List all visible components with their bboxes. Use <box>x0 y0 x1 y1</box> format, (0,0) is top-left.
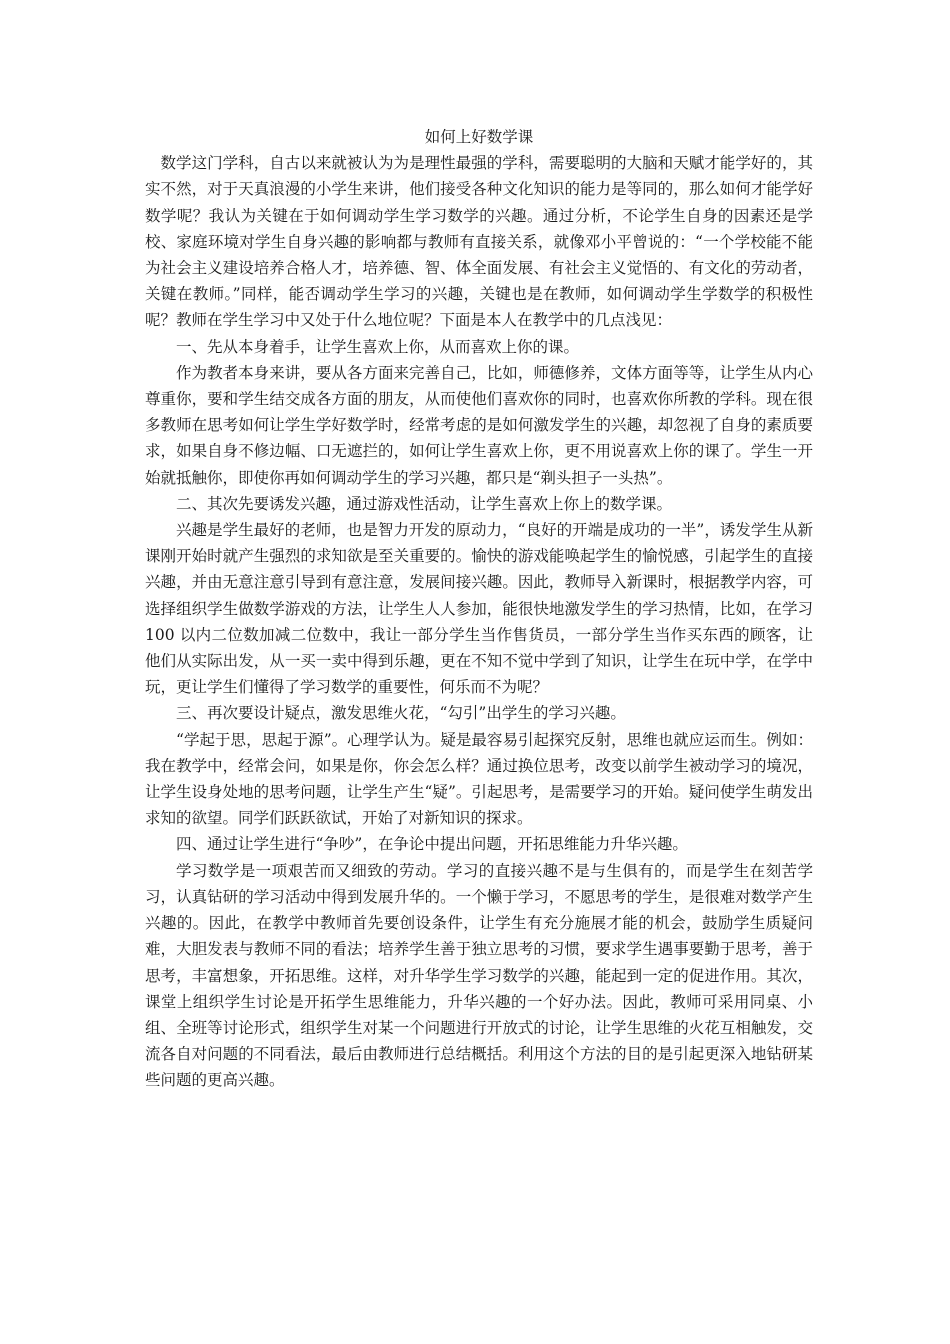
section-heading-2: 二、其次先要诱发兴趣，通过游戏性活动，让学生喜欢上你上的数学课。 <box>176 494 673 513</box>
section-heading-3: 三、再次要设计疑点，激发思维火花，“勾引”出学生的学习兴趣。 <box>176 704 626 723</box>
document-page <box>145 124 813 1094</box>
section-heading-4: 四、通过让学生进行“争吵”，在争论中提出问题，开拓思维能力升华兴趣。 <box>176 835 688 854</box>
section-body-2: 兴趣是学生最好的老师，也是智力开发的原动力，“良好的开端是成功的一半”，诱发学生从新课刚开始时就产生强烈的求知欲是至关重要的。愉快的游戏能唤起学生的愉悦感，引起学生的直接兴趣，并由无意注意引导到有意注意，发展间接兴趣。因此，教师导入新课时，根据教学内容，可选择组织学生做数学游戏的方法，让学生人人参加，能很快地激发学生的学习热情，比如，在学习 100 以内二位数加减二位数中，我让一部分学生当作售货员，一部分学生当作买东西的顾客，让他们从实际出发，从一买一卖中得到乐趣，更在不知不觉中学到了知识，让学生在玩中学，在学中玩，更让学生们懂得了学习数学的重要性，何乐而不为呢？ <box>145 521 813 697</box>
intro-paragraph: 数学这门学科，自古以来就被认为为是理性最强的学科，需要聪明的大脑和天赋才能学好的，其实不然，对于天真浪漫的小学生来讲，他们接受各种文化知识的能力是等同的，那么如何才能学好数学呢？我认为关键在于如何调动学生学习数学的兴趣。通过分析，不论学生自身的因素还是学校、家庭环境对学生自身兴趣的影响都与教师有直接关系，就像邓小平曾说的：“一个学校能不能为社会主义建设培养合格人才，培养德、智、体全面发展、有社会主义觉悟的、有文化的劳动者，关键在教师。”同样，能否调动学生学习的兴趣，关键也是在教师，如何调动学生学数学的积极性呢？教师在学生学习中又处于什么地位呢？下面是本人在教学中的几点浅见： <box>145 154 813 330</box>
section-body-1: 作为教者本身来讲，要从各方面来完善自己，比如，师德修养，文体方面等等，让学生从内心尊重你，要和学生结交成各方面的朋友，从而使他们喜欢你的同时，也喜欢你所教的学科。现在很多教师在思考如何让学生学好数学时，经常考虑的是如何激发学生的兴趣，却忽视了自身的素质要求，如果自身不修边幅、口无遮拦的，如何让学生喜欢上你，更不用说喜欢上你的课了。学生一开始就抵触你，即使你再如何调动学生的学习兴趣，都只是“剃头担子一头热”。 <box>145 363 813 487</box>
section-body-4: 学习数学是一项艰苦而又细致的劳动。学习的直接兴趣不是与生俱有的，而是学生在刻苦学习，认真钻研的学习活动中得到发展升华的。一个懒于学习，不愿思考的学生，是很难对数学产生兴趣的。因此，在教学中教师首先要创设条件，让学生有充分施展才能的机会，鼓励学生质疑问难，大胆发表与教师不同的看法；培养学生善于独立思考的习惯，要求学生遇事要勤于思考，善于思考，丰富想象，开拓思维。这样，对升华学生学习数学的兴趣，能起到一定的促进作用。其次，课堂上组织学生讨论是开拓学生思维能力，升华兴趣的一个好办法。因此，教师可采用同桌、小组、全班等讨论形式，组织学生对某一个问题进行开放式的讨论，让学生思维的火花互相触发，交流各自对问题的不同看法，最后由教师进行总结概括。利用这个方法的目的是引起更深入地钻研某些问题的更高兴趣。 <box>145 861 813 1090</box>
section-heading-1: 一、先从本身着手，让学生喜欢上你，从而喜欢上你的课。 <box>176 337 580 356</box>
document-title: 如何上好数学课 <box>424 128 534 146</box>
section-body-3: “学起于思，思起于源”。心理学认为。疑是最容易引起探究反射，思维也就应运而生。例如：我在教学中，经常会问，如果是你，你会怎么样？通过换位思考，改变以前学生被动学习的境况，让学生设身处地的思考问题，让学生产生“疑”。引起思考，是需要学习的开始。疑问使学生萌发出求知的欲望。同学们跃跃欲试，开始了对新知识的探求。 <box>145 730 813 828</box>
